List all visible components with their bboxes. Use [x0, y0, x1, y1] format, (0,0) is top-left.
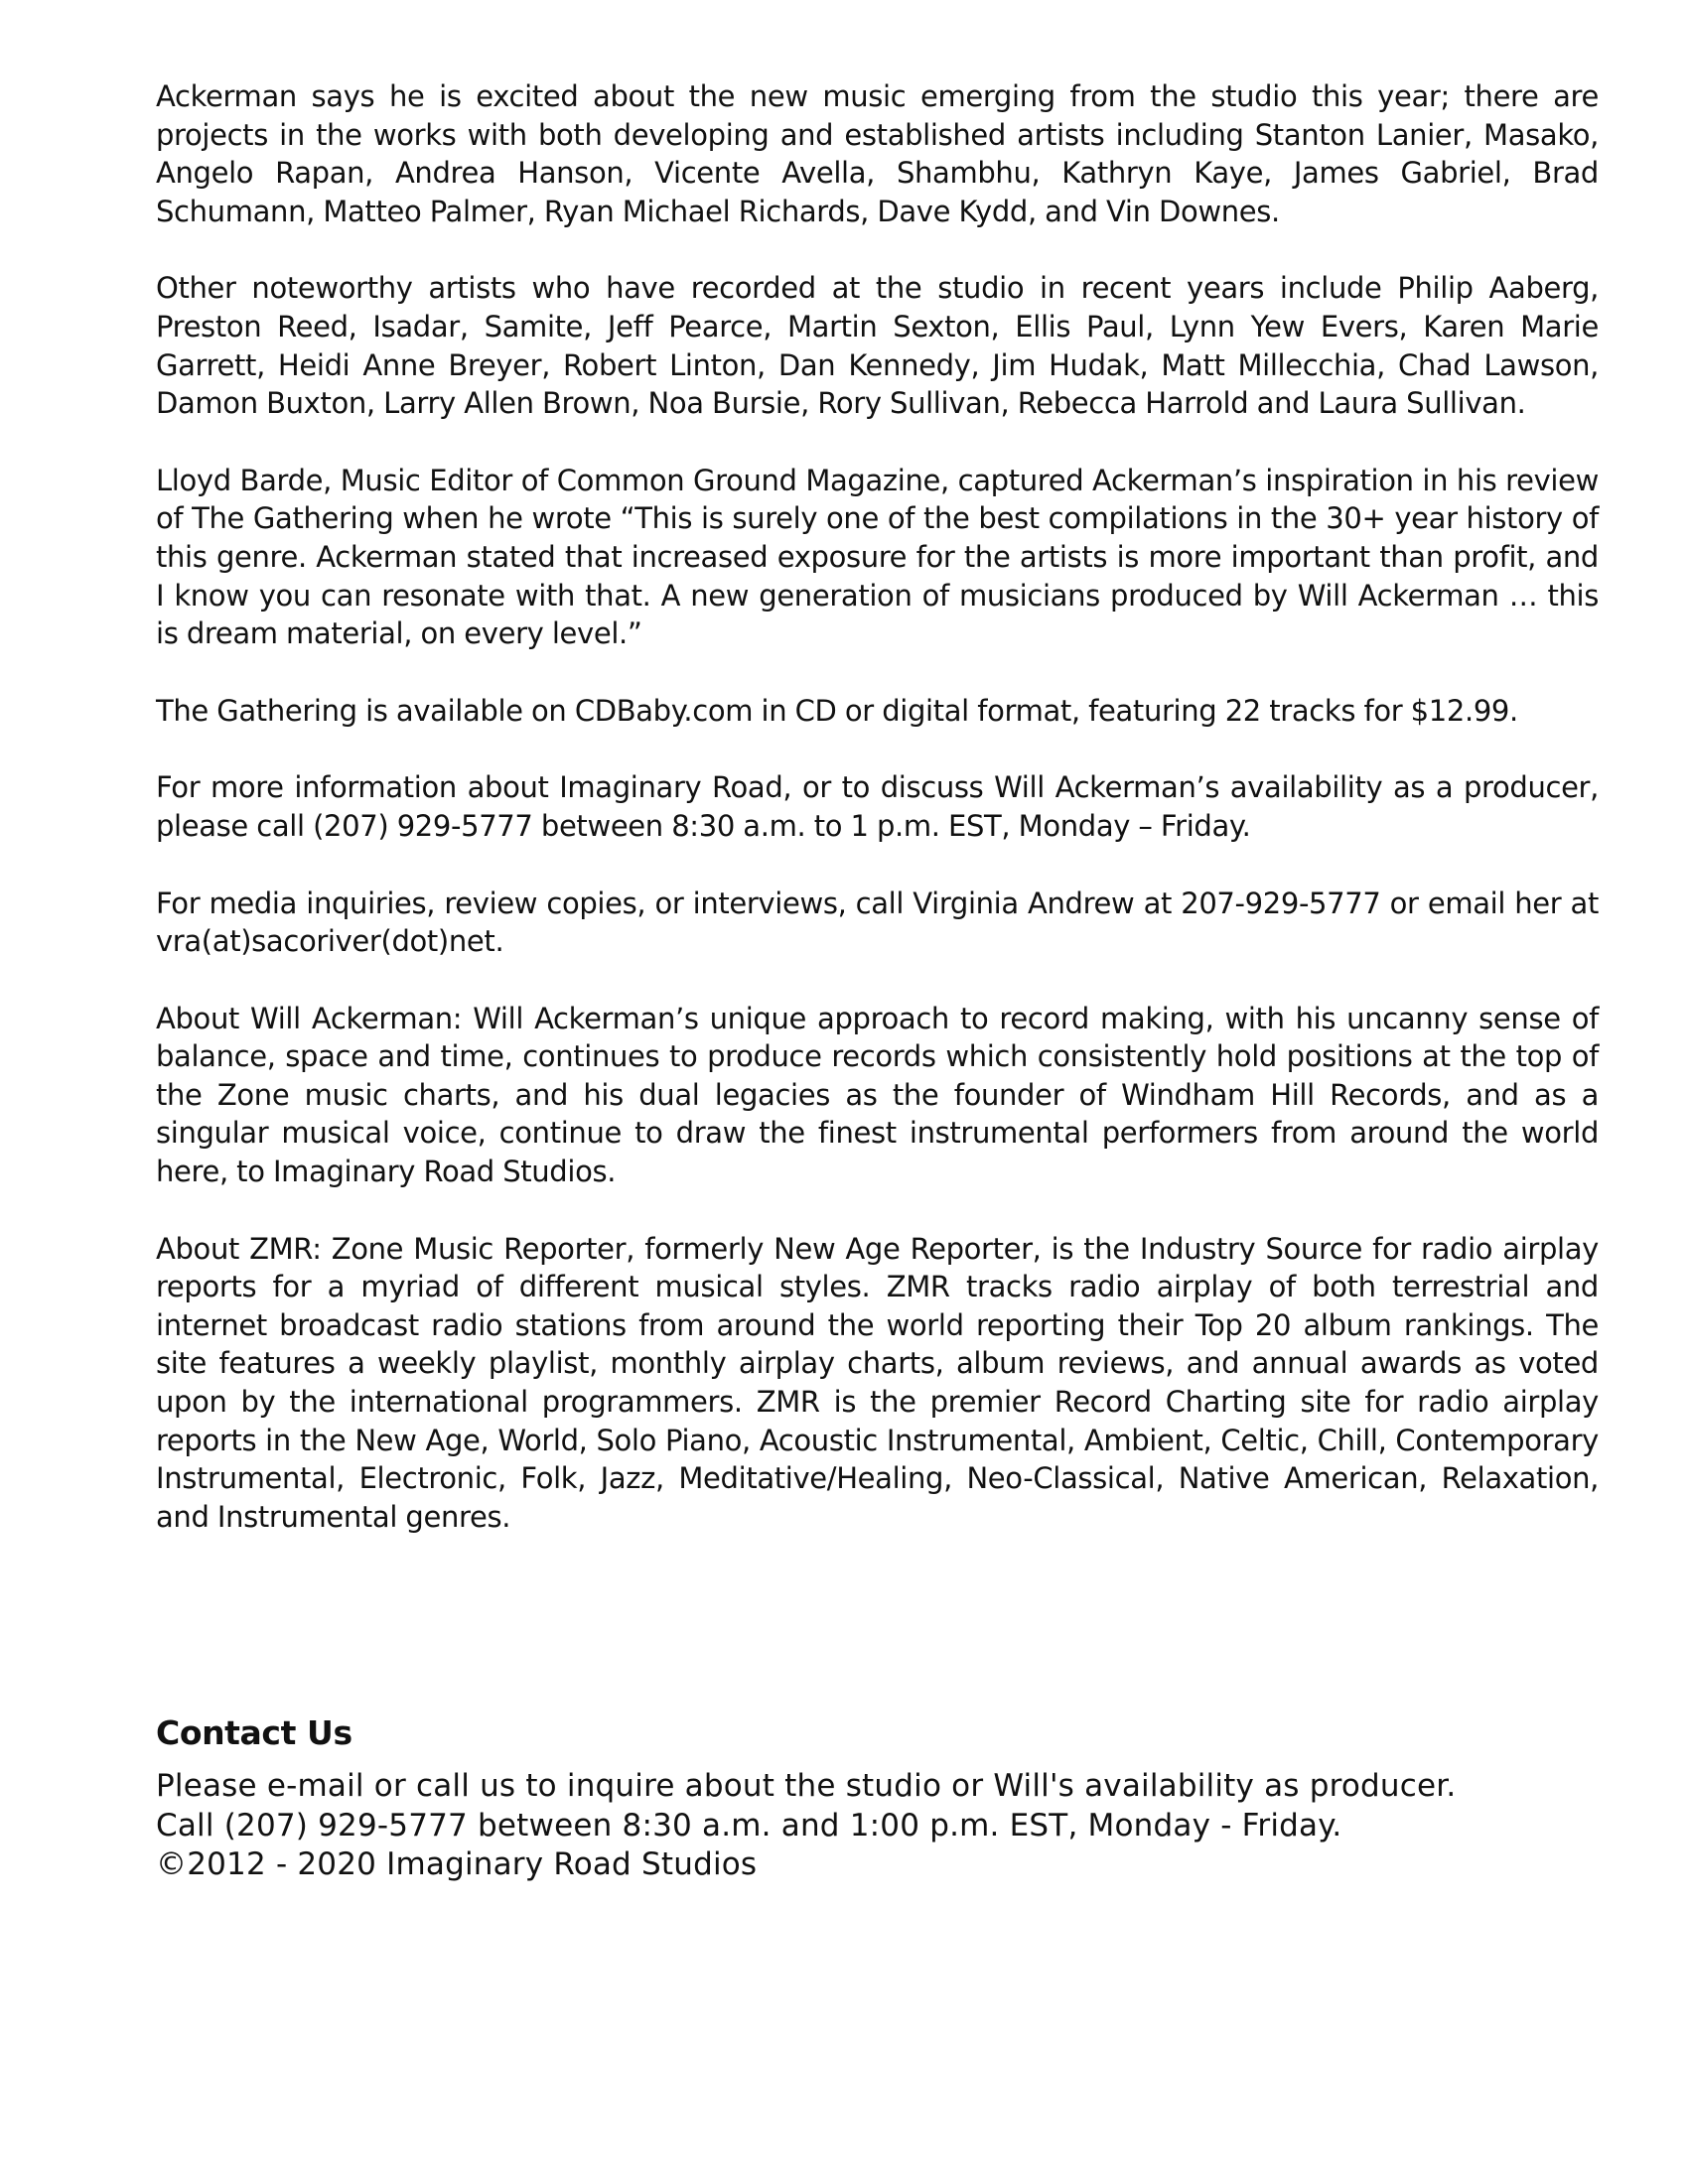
paragraph-availability: The Gathering is available on CDBaby.com in CD or digital format, featuring 22 tracks for $12.99.: [156, 693, 1518, 728]
article-body: [156, 77, 1599, 1574]
paragraph-upcoming-projects: Ackerman says he is excited about the new music emerging from the studio this year; there are projects in the works with both developing and established artists including Stanton Lanier, Masako, Angelo Rapan, Andrea Hanson, Vicente Avella, Shambhu, Kathryn Kaye, James Gabriel, Brad Schumann, Matteo Palmer, Ryan Michael Richards, Dave Kydd, and Vin Downes.: [156, 79, 1599, 228]
contact-heading: Contact Us: [156, 1713, 352, 1752]
paragraph-about-zmr: About ZMR: Zone Music Reporter, formerly New Age Reporter, is the Industry Source for radio airplay reports for a myriad of different musical styles. ZMR tracks radio airplay of both terrestrial and internet broadcast radio stations from around the world reporting their Top 20 album rankings. The site features a weekly playlist, monthly airplay charts, album reviews, and annual awards as voted upon by the international programmers. ZMR is the premier Record Charting site for radio airplay reports in the New Age, World, Solo Piano, Acoustic Instrumental, Ambient, Celtic, Chill, Contemporary Instrumental, Electronic, Folk, Jazz, Meditative/Healing, Neo-Classical, Native American, Relaxation, and Instrumental genres.: [156, 1231, 1599, 1534]
paragraph-about-will-ackerman: About Will Ackerman: Will Ackerman’s unique approach to record making, with his uncanny sense of balance, space and time, continues to produce records which consistently hold positions at the top of the Zone music charts, and his dual legacies as the founder of Windham Hill Records, and as a singular musical voice, continue to draw the finest instrumental performers from around the world here, to Imaginary Road Studios.: [156, 1001, 1599, 1189]
paragraph-noteworthy-artists: Other noteworthy artists who have recorded at the studio in recent years include Philip Aaberg, Preston Reed, Isadar, Samite, Jeff Pearce, Martin Sexton, Ellis Paul, Lynn Yew Evers, Karen Marie Garrett, Heidi Anne Breyer, Robert Linton, Dan Kennedy, Jim Hudak, Matt Millecchia, Chad Lawson, Damon Buxton, Larry Allen Brown, Noa Bursie, Rory Sullivan, Rebecca Harrold and Laura Sullivan.: [156, 271, 1599, 421]
contact-section: [156, 1713, 1599, 1885]
contact-inquiry-text: Please e-mail or call us to inquire about the studio or Will's availability as producer.: [156, 1768, 1457, 1804]
copyright-notice: ©2012 - 2020 Imaginary Road Studios: [156, 1846, 758, 1882]
paragraph-media-inquiries: For media inquiries, review copies, or interviews, call Virginia Andrew at 207-929-5777 or email her at vra(at)sacoriver(dot)net.: [156, 886, 1599, 959]
paragraph-more-information: For more information about Imaginary Road, or to discuss Will Ackerman’s availability as a producer, please call (207) 929-5777 between 8:30 a.m. to 1 p.m. EST, Monday – Friday.: [156, 770, 1599, 843]
contact-phone-hours: Call (207) 929-5777 between 8:30 a.m. and 1:00 p.m. EST, Monday - Friday.: [156, 1807, 1342, 1843]
paragraph-review-quote: Lloyd Barde, Music Editor of Common Ground Magazine, captured Ackerman’s inspiration in his review of The Gathering when he wrote “This is surely one of the best compilations in the 30+ year history of this genre. Ackerman stated that increased exposure for the artists is more important than profit, and I know you can resonate with that. A new generation of musicians produced by Will Ackerman … this is dream material, on every level.”: [156, 463, 1599, 651]
